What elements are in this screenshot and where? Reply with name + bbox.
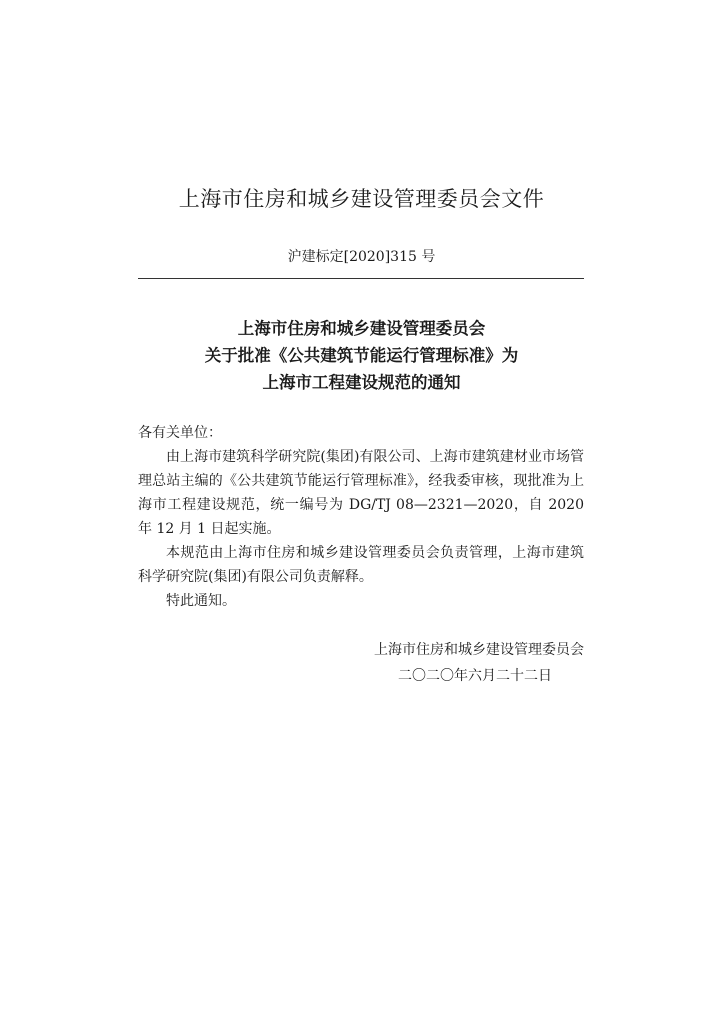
notice-body [138,445,584,613]
body-paragraph-approval: 由上海市建筑科学研究院(集团)有限公司、上海市建筑建材业市场管理总站主编的《公共建筑节能运行管理标准》，经我委审核，现批准为上海市工程建设规范，统一编号为 DG/TJ 08—2321—2020，自 2020 年 12 月 1 日起实施。 [138,449,584,537]
title-line-1: 上海市住房和城乡建设管理委员会 [237,319,486,338]
notice-title [0,315,723,396]
signature-date: 二〇二〇年六月二十二日 [398,668,552,684]
title-line-2: 关于批准《公共建筑节能运行管理标准》为 [204,346,519,365]
header-divider [138,278,584,279]
document-number: 沪建标定[2020]315 号 [287,249,436,265]
signature-block [374,637,584,689]
title-line-3: 上海市工程建设规范的通知 [262,373,461,392]
body-paragraph-management: 本规范由上海市住房和城乡建设管理委员会负责管理，上海市建筑科学研究院(集团)有限公司负责解释。 [138,545,584,585]
salutation: 各有关单位： [138,425,222,441]
issuing-authority-header: 上海市住房和城乡建设管理委员会文件 [178,187,545,211]
signature-issuer: 上海市住房和城乡建设管理委员会 [374,642,584,658]
body-paragraph-closing: 特此通知。 [166,593,236,609]
